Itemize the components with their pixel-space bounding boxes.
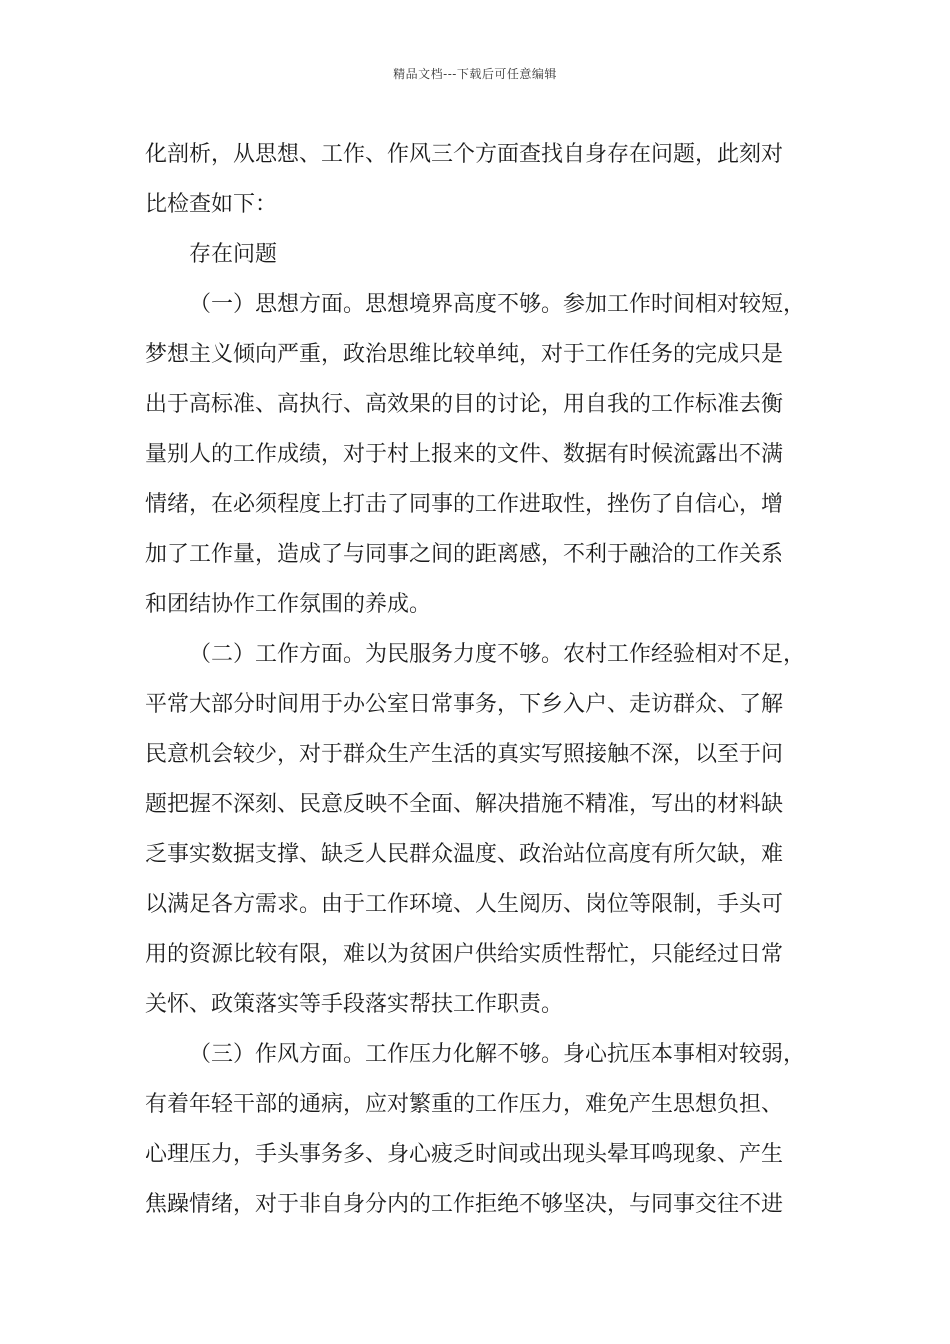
text-line: 量别人的工作成绩，对于村上报来的文件、数据有时候流露出不满 — [145, 442, 784, 467]
section-heading: 存在问题 — [189, 242, 278, 267]
text-line: 梦想主义倾向严重，政治思维比较单纯，对于工作任务的完成只是 — [145, 342, 784, 367]
page-header: 精品文档---下载后可任意编辑 — [393, 67, 557, 81]
text-line: 化剖析，从思想、工作、作风三个方面查找自身存在问题，此刻对 — [145, 142, 784, 167]
text-line: 以满足各方需求。由于工作环境、人生阅历、岗位等限制，手头可 — [145, 892, 784, 917]
paragraph-start: （一）思想方面。思想境界高度不够。参加工作时间相对较短， — [189, 292, 806, 317]
text-line: 民意机会较少，对于群众生产生活的真实写照接触不深，以至于问 — [145, 742, 784, 767]
text-line: 平常大部分时间用于办公室日常事务，下乡入户、走访群众、了解 — [145, 692, 784, 717]
text-line: 乏事实数据支撑、缺乏人民群众温度、政治站位高度有所欠缺，难 — [145, 842, 784, 867]
text-line: 题把握不深刻、民意反映不全面、解决措施不精准，写出的材料缺 — [145, 792, 784, 817]
text-line: 心理压力，手头事务多、身心疲乏时间或出现头晕耳鸣现象、产生 — [145, 1142, 784, 1167]
paragraph-start: （三）作风方面。工作压力化解不够。身心抗压本事相对较弱， — [189, 1042, 806, 1067]
text-line: 用的资源比较有限，难以为贫困户供给实质性帮忙，只能经过日常 — [145, 942, 784, 967]
text-line: 和团结协作工作氛围的养成。 — [145, 592, 432, 617]
text-line: 关怀、政策落实等手段落实帮扶工作职责。 — [145, 992, 564, 1017]
text-line: 出于高标准、高执行、高效果的目的讨论，用自我的工作标准去衡 — [145, 392, 784, 417]
text-line: 有着年轻干部的通病，应对繁重的工作压力，难免产生思想负担、 — [145, 1092, 784, 1117]
text-line: 比检查如下： — [145, 192, 278, 217]
text-line: 焦躁情绪，对于非自身分内的工作拒绝不够坚决，与同事交往不进 — [145, 1192, 784, 1217]
paragraph-start: （二）工作方面。为民服务力度不够。农村工作经验相对不足， — [189, 642, 806, 667]
document-body — [145, 130, 813, 1230]
text-line: 情绪，在必须程度上打击了同事的工作进取性，挫伤了自信心，增 — [145, 492, 784, 517]
text-line: 加了工作量，造成了与同事之间的距离感，不利于融洽的工作关系 — [145, 542, 784, 567]
